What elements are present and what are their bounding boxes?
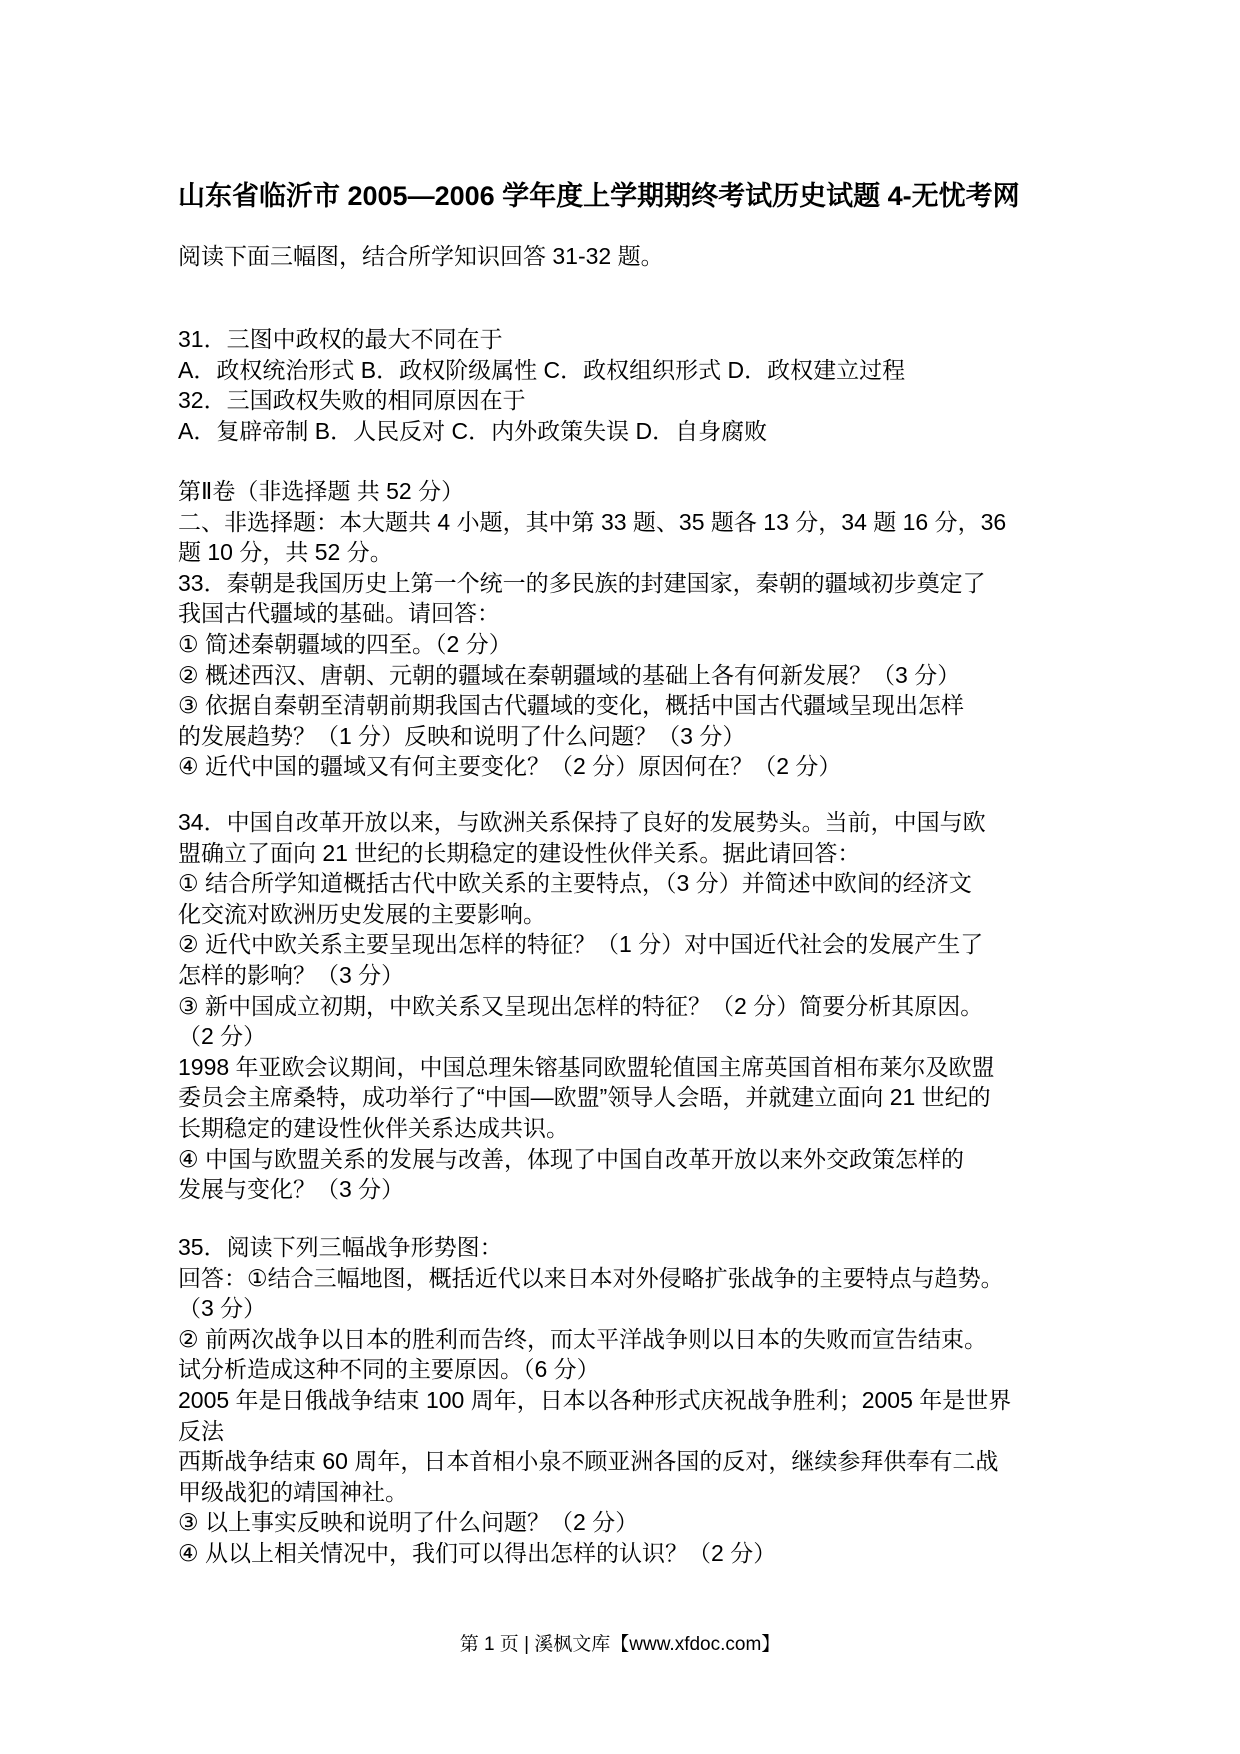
part-two-section <box>178 476 1078 782</box>
question-line: 35．阅读下列三幅战争形势图： <box>178 1234 503 1260</box>
text-line: 盟确立了面向 21 世纪的长期稳定的建设性伙伴关系。据此请回答： <box>178 839 861 866</box>
question-line: 32．三国政权失败的相同原因在于 <box>178 387 526 414</box>
question-line: 34．中国自改革开放以来，与欧洲关系保持了良好的发展势头。当前，中国与欧 <box>178 809 986 835</box>
text-line: 发展与变化？（3 分） <box>178 1176 405 1203</box>
question-line: 31．三图中政权的最大不同在于 <box>178 326 503 352</box>
sub-question: ② 前两次战争以日本的胜利而告终，而太平洋战争则以日本的失败而宣告结束。 <box>178 1325 988 1352</box>
text-line: （2 分） <box>178 1023 267 1050</box>
question-line: 33．秦朝是我国历史上第一个统一的多民族的封建国家，秦朝的疆域初步奠定了 <box>178 569 986 596</box>
text-line: 题 10 分，共 52 分。 <box>178 539 393 566</box>
text-line: 西斯战争结束 60 周年，日本首相小泉不顾亚洲各国的反对，继续参拜供奉有二战 <box>178 1448 999 1475</box>
sub-question: ④ 从以上相关情况中，我们可以得出怎样的认识？（2 分） <box>178 1539 777 1566</box>
section-heading: 第Ⅱ卷（非选择题 共 52 分） <box>178 478 465 504</box>
options-line: A．复辟帝制 B．人民反对 C．内外政策失误 D．自身腐败 <box>178 417 768 444</box>
options-line: A．政权统治形式 B．政权阶级属性 C．政权组织形式 D．政权建立过程 <box>178 356 906 383</box>
text-line: （3 分） <box>178 1295 267 1322</box>
text-line: 试分析造成这种不同的主要原因。（6 分） <box>178 1356 600 1383</box>
intro-text: 阅读下面三幅图，结合所学知识回答 31-32 题。 <box>178 243 664 269</box>
question-34 <box>178 807 1078 1205</box>
sub-question: ① 简述秦朝疆域的四至。（2 分） <box>178 630 512 657</box>
question-35 <box>178 1232 1078 1569</box>
sub-question: ③ 依据自秦朝至清朝前期我国古代疆域的变化，概括中国古代疆域呈现出怎样 <box>178 692 965 719</box>
text-line: 二、非选择题：本大题共 4 小题，其中第 33 题、35 题各 13 分，34 题 16 分，36 <box>178 508 1007 535</box>
sub-question: 回答：①结合三幅地图，概括近代以来日本对外侵略扩张战争的主要特点与趋势。 <box>178 1264 1004 1291</box>
text-line: 反法 <box>178 1417 224 1444</box>
text-line: 委员会主席桑特，成功举行了“中国—欧盟”领导人会晤，并就建立面向 21 世纪的 <box>178 1084 991 1111</box>
text-line: 2005 年是日俄战争结束 100 周年，日本以各种形式庆祝战争胜利；2005 年是世界 <box>178 1386 1012 1413</box>
text-line: 甲级战犯的靖国神社。 <box>178 1478 408 1505</box>
sub-question: ② 概述西汉、唐朝、元朝的疆域在秦朝疆域的基础上各有何新发展？（3 分） <box>178 661 961 688</box>
sub-question: ① 结合所学知道概括古代中欧关系的主要特点，（3 分）并简述中欧间的经济文 <box>178 870 972 897</box>
sub-question: ④ 中国与欧盟关系的发展与改善，体现了中国自改革开放以来外交政策怎样的 <box>178 1145 965 1172</box>
choice-questions <box>178 324 1078 446</box>
sub-question: ② 近代中欧关系主要呈现出怎样的特征？（1 分）对中国近代社会的发展产生了 <box>178 931 984 958</box>
page-title: 山东省临沂市 2005—2006 学年度上学期期终考试历史试题 4-无忧考网 <box>178 181 1020 211</box>
sub-question: ③ 新中国成立初期，中欧关系又呈现出怎样的特征？（2 分）简要分析其原因。 <box>178 992 984 1019</box>
text-line: 长期稳定的建设性伙伴关系达成共识。 <box>178 1114 569 1141</box>
text-line: 化交流对欧洲历史发展的主要影响。 <box>178 900 546 927</box>
sub-question: ③ 以上事实反映和说明了什么问题？（2 分） <box>178 1509 639 1536</box>
page-footer: 第 1 页 | 溪枫文库【www.xfdoc.com】 <box>459 1634 781 1655</box>
text-line: 我国古代疆域的基础。请回答： <box>178 600 500 627</box>
text-line: 的发展趋势？（1 分）反映和说明了什么问题？（3 分） <box>178 722 746 749</box>
text-line: 怎样的影响？（3 分） <box>178 961 405 988</box>
sub-question: ④ 近代中国的疆域又有何主要变化？（2 分）原因何在？（2 分） <box>178 753 842 780</box>
text-line: 1998 年亚欧会议期间，中国总理朱镕基同欧盟轮值国主席英国首相布莱尔及欧盟 <box>178 1053 995 1080</box>
